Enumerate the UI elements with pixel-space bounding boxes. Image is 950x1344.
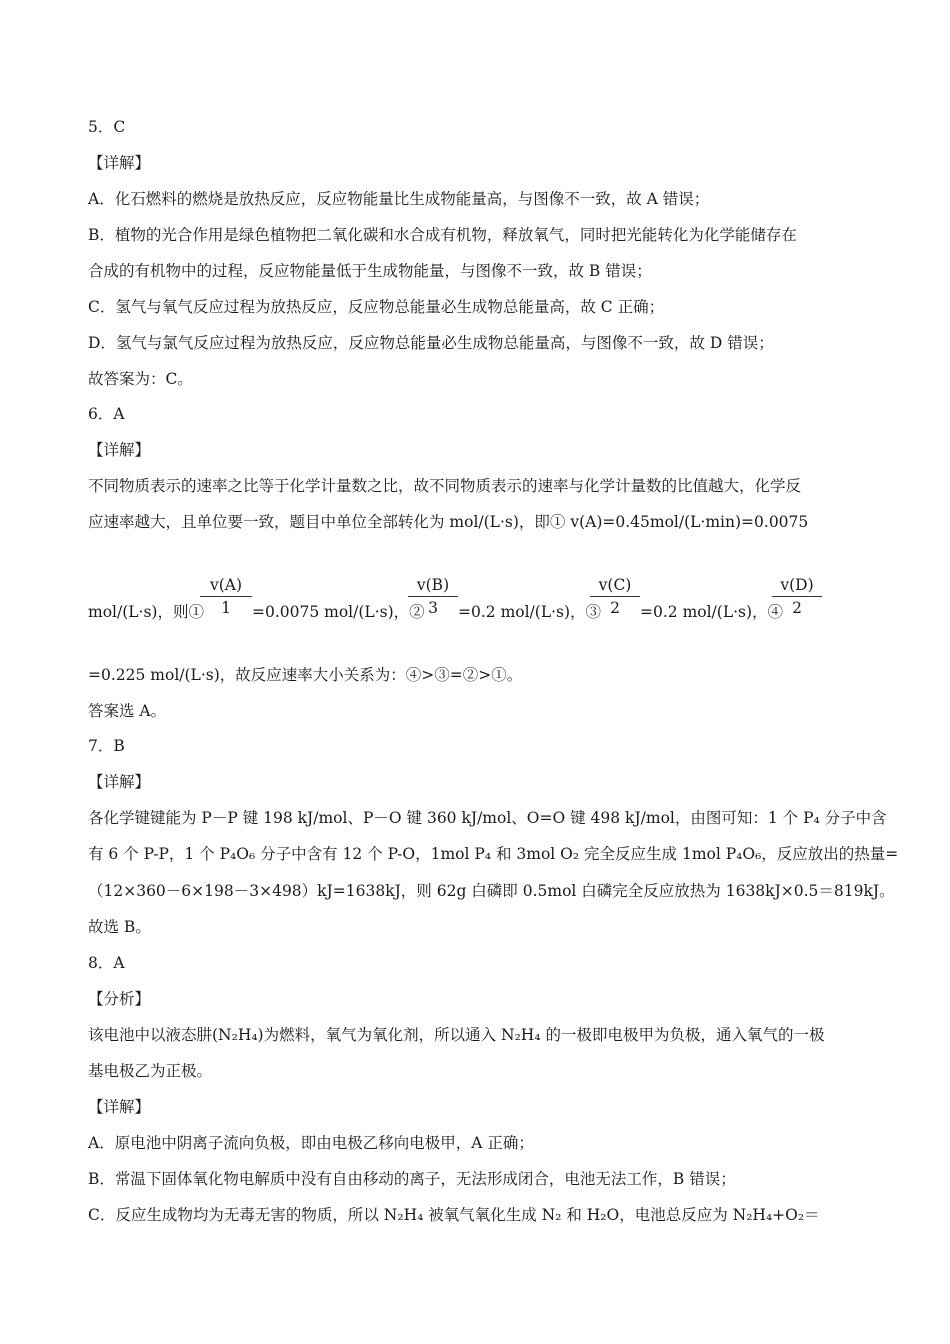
q5-option-c: C．氢气与氧气反应过程为放热反应，反应物总能量必生成物总能量高，故 C 正确； [88, 298, 665, 316]
q7-detail-heading: 【详解】 [88, 773, 151, 791]
q7-header: 7．B [88, 737, 125, 755]
q8-analysis-heading: 【分析】 [88, 990, 151, 1008]
q8-analysis-line2: 基电极乙为正极。 [88, 1062, 213, 1080]
q8-analysis-line1: 该电池中以液态肼(N₂H₄)为燃料，氧气为氧化剂，所以通入 N₂H₄ 的一极即电极甲为负极，通入氧气的一极 [88, 1026, 825, 1044]
q8-option-a: A．原电池中阴离子流向负极，即由电极乙移向电极甲，A 正确； [88, 1134, 534, 1152]
q6-rate-seg3: =0.2 mol/(L·s)，④ [640, 603, 784, 621]
fraction-numerator: v(C) [598, 576, 632, 594]
q5-header: 5．C [88, 118, 126, 136]
q6-fraction-d [772, 574, 822, 619]
q6-header: 6．A [88, 405, 125, 423]
q8-option-b: B．常温下固体氧化物电解质中没有自由移动的离子，无法形成闭合，电池无法工作，B 错误； [88, 1170, 736, 1188]
q6-answer: 答案选 A。 [88, 702, 167, 720]
q5-option-d: D．氢气与氯气反应过程为放热反应，反应物总能量必生成物总能量高，与图像不一致，故 D 错误； [88, 334, 774, 352]
q7-text-line1: 各化学键键能为 P－P 键 198 kJ/mol、P－O 键 360 kJ/mol、O=O 键 498 kJ/mol，由图可知：1 个 P₄ 分子中含 [88, 809, 887, 827]
q6-fraction-b [408, 574, 458, 619]
q8-option-c: C．反应生成物均为无毒无害的物质，所以 N₂H₄ 被氧气氧化生成 N₂ 和 H₂O，电池总反应为 N₂H₄+O₂＝ [88, 1206, 820, 1224]
q5-detail-heading: 【详解】 [88, 154, 151, 172]
q8-detail-heading: 【详解】 [88, 1098, 151, 1116]
fraction-numerator: v(D) [780, 576, 814, 594]
q6-detail-heading: 【详解】 [88, 441, 151, 459]
fraction-denominator: 3 [428, 599, 438, 617]
fraction-denominator: 2 [792, 599, 802, 617]
q6-rate-seg1: =0.0075 mol/(L·s)，② [252, 603, 425, 621]
q5-option-b-line2: 合成的有机物中的过程，反应物能量低于生成物能量，与图像不一致，故 B 错误； [88, 262, 652, 280]
q6-fraction-a [200, 574, 252, 619]
q5-option-a: A．化石燃料的燃烧是放热反应，反应物能量比生成物能量高，与图像不一致，故 A 错误； [88, 190, 710, 208]
fraction-numerator: v(B) [416, 576, 450, 594]
q5-answer: 故答案为：C。 [88, 370, 193, 388]
q8-header: 8．A [88, 954, 125, 972]
q6-fraction-c [590, 574, 640, 619]
q7-text-line2: 有 6 个 P-P，1 个 P₄O₆ 分子中含有 12 个 P-O，1mol P₄ 和 3mol O₂ 完全反应生成 1mol P₄O₆，反应放出的热量= [88, 845, 899, 863]
fraction-denominator: 2 [610, 599, 620, 617]
fraction-numerator: v(A) [209, 576, 243, 594]
q6-text-line2: 应速率越大，且单位要一致，题目中单位全部转化为 mol/(L·s)，即① v(A)=0.45mol/(L·min)=0.0075 [88, 513, 809, 531]
q6-text-line1: 不同物质表示的速率之比等于化学计量数之比，故不同物质表示的速率与化学计量数的比值越大，化学反 [88, 477, 802, 495]
q6-text-line4: =0.225 mol/(L·s)，故反应速率大小关系为：④>③=②>①。 [88, 666, 523, 684]
q5-option-b-line1: B．植物的光合作用是绿色植物把二氧化碳和水合成有机物，释放氧气，同时把光能转化为化学能储存在 [88, 226, 797, 244]
q7-answer: 故选 B。 [88, 918, 151, 936]
fraction-denominator: 1 [221, 599, 231, 617]
q7-text-line3: （12×360－6×198－3×498）kJ=1638kJ，则 62g 白磷即 0.5mol 白磷完全反应放热为 1638kJ×0.5＝819kJ。 [88, 882, 895, 900]
q6-rate-seg2: =0.2 mol/(L·s)，③ [458, 603, 602, 621]
q6-rate-seg0: mol/(L·s)，则① [88, 603, 204, 621]
